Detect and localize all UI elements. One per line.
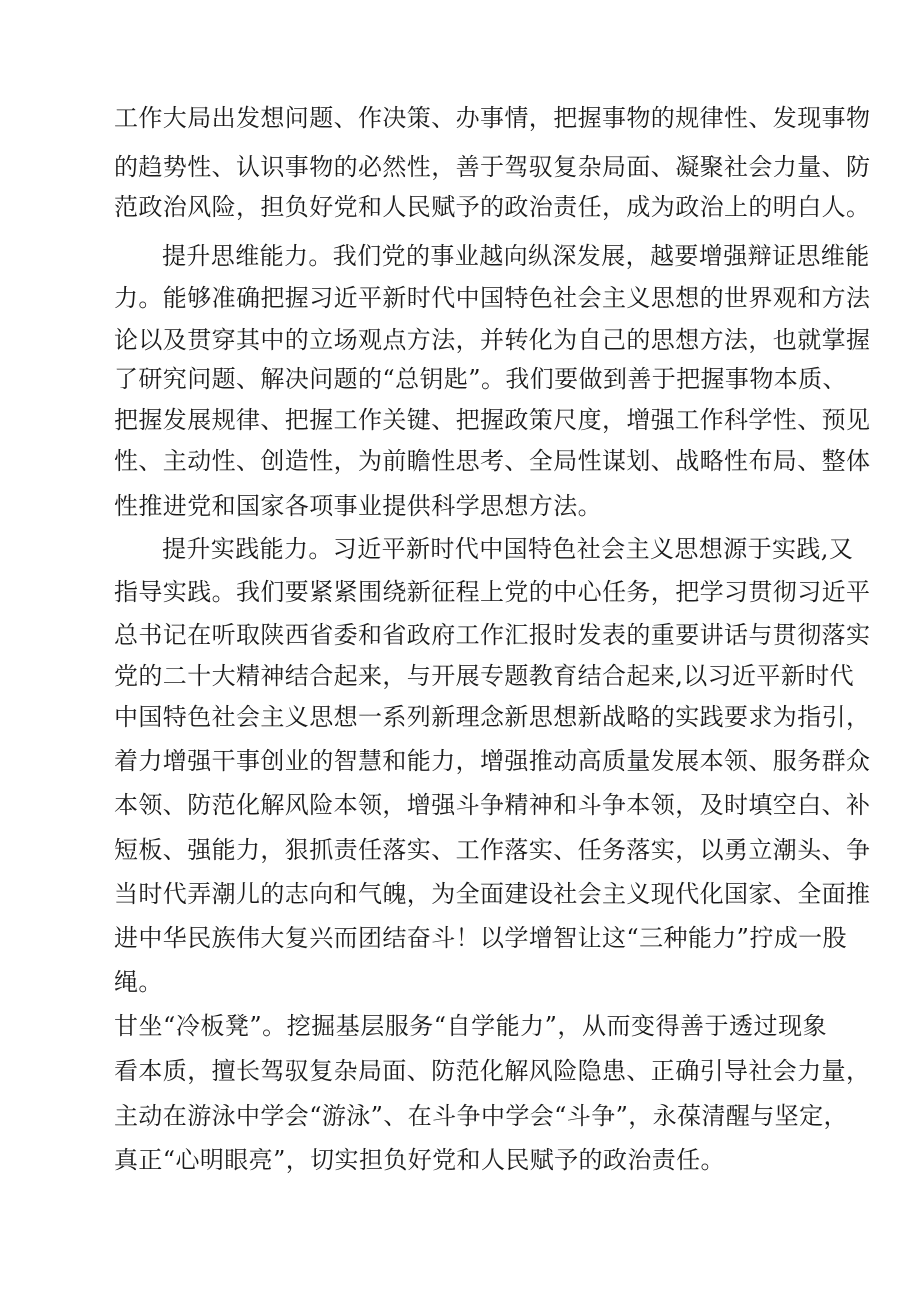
paragraph-2-line-6: 性、主动性、创造性，为前瞻性思考、全局性谋划、战略性布局、整体 (114, 447, 871, 475)
paragraph-1-line-1: 工作大局出发想问题、作决策、办事情，把握事物的规律性、发现事物 (114, 104, 871, 132)
paragraph-2-line-2: 力。能够准确把握习近平新时代中国特色社会主义思想的世界观和方法 (114, 284, 871, 312)
paragraph-2-line-4: 了研究问题、解决问题的“总钥匙”。我们要做到善于把握事物本质、 (114, 365, 847, 393)
paragraph-3-line-11: 绳。 (114, 968, 163, 996)
paragraph-3-line-7: 本领、防范化解风险本领，增强斗争精神和斗争本领，及时填空白、补 (114, 791, 871, 819)
paragraph-3-line-4: 党的二十大精神结合起来，与开展专题教育结合起来,以习近平新时代 (114, 662, 855, 690)
paragraph-3-line-8: 短板、强能力，狠抓责任落实、工作落实、任务落实，以勇立潮头、争 (114, 836, 871, 864)
paragraph-1-line-3: 范政治风险，担负好党和人民赋予的政治责任，成为政治上的明白人。 (114, 193, 871, 221)
paragraph-2-line-3: 论以及贯穿其中的立场观点方法，并转化为自己的思想方法，也就掌握 (114, 326, 871, 354)
paragraph-3-line-6: 着力增强干事创业的智慧和能力，增强推动高质量发展本领、服务群众 (114, 747, 871, 775)
paragraph-3-line-5: 中国特色社会主义思想一系列新理念新思想新战略的实践要求为指引， (114, 703, 871, 731)
paragraph-4-line-4: 真正“心明眼亮”，切实担负好党和人民赋予的政治责任。 (114, 1146, 725, 1174)
paragraph-3-line-10: 进中华民族伟大复兴而团结奋斗！以学增智让这“三种能力”拧成一股 (114, 924, 847, 952)
paragraph-2-line-1: 提升思维能力。我们党的事业越向纵深发展，越要增强辩证思维能 (162, 242, 870, 270)
paragraph-2-line-5: 把握发展规律、把握工作关键、把握政策尺度，增强工作科学性、预见 (114, 406, 871, 434)
paragraph-3-line-1: 提升实践能力。习近平新时代中国特色社会主义思想源于实践,又 (162, 535, 854, 563)
paragraph-3-line-2: 指导实践。我们要紧紧围绕新征程上党的中心任务，把学习贯彻习近平 (114, 578, 871, 606)
paragraph-4-line-2: 看本质，擅长驾驭复杂局面、防范化解风险隐患、正确引导社会力量， (114, 1057, 871, 1085)
paragraph-3-line-9: 当时代弄潮儿的志向和气魄，为全面建设社会主义现代化国家、全面推 (114, 880, 871, 908)
paragraph-4-line-3: 主动在游泳中学会“游泳”、在斗争中学会“斗争”，永葆清醒与坚定， (114, 1102, 848, 1130)
paragraph-4-line-1: 甘坐“冷板凳”。挖掘基层服务“自学能力”，从而变得善于透过现象 (114, 1012, 827, 1040)
paragraph-1-line-2: 的趋势性、认识事物的必然性，善于驾驭复杂局面、凝聚社会力量、防 (114, 153, 871, 181)
paragraph-3-line-3: 总书记在听取陕西省委和省政府工作汇报时发表的重要讲话与贯彻落实 (114, 621, 871, 649)
paragraph-2-line-7: 性推进党和国家各项事业提供科学思想方法。 (114, 492, 602, 520)
